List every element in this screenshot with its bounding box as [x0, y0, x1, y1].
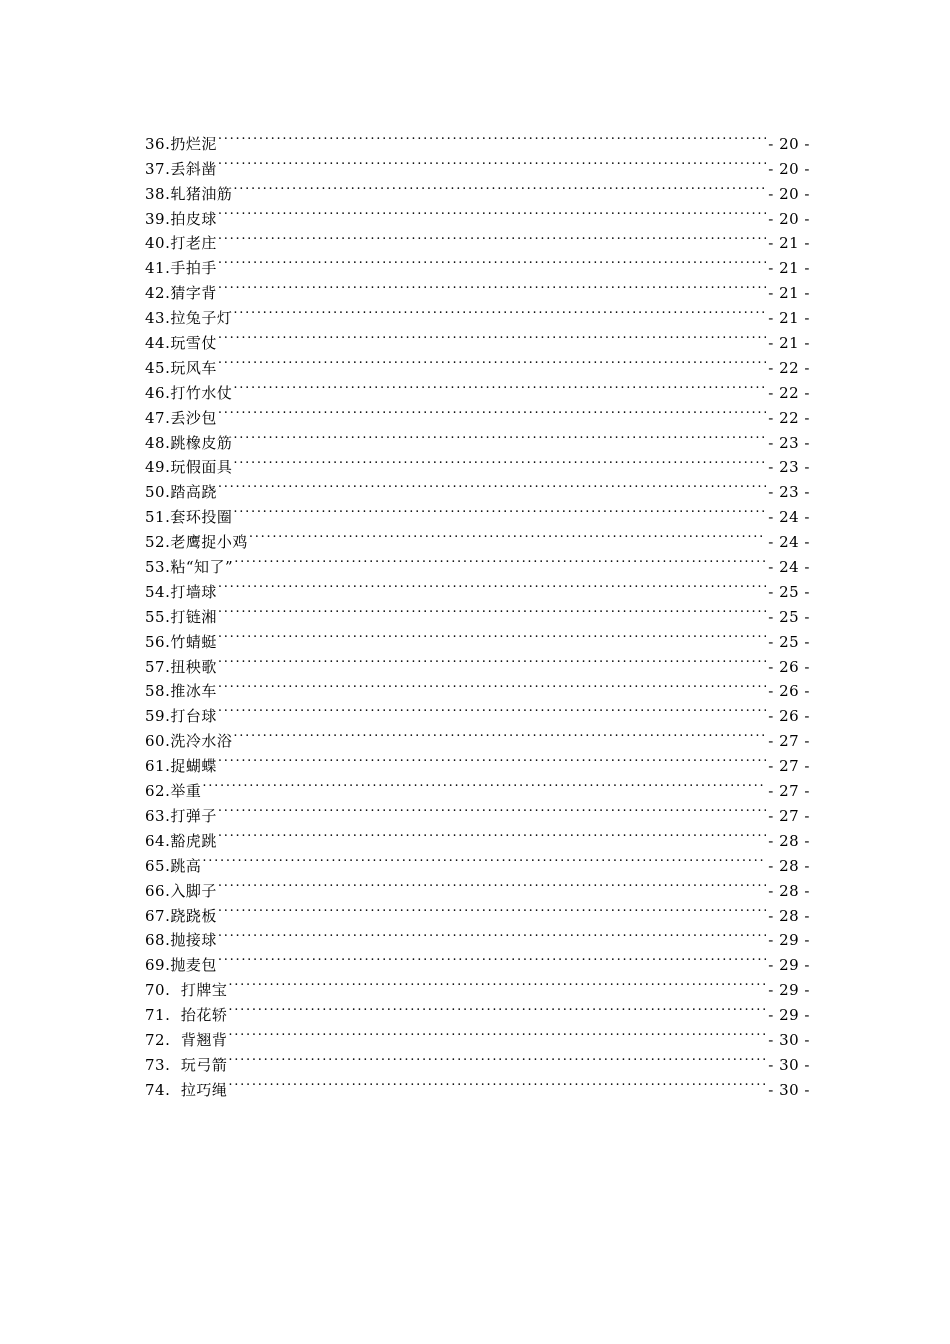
- toc-entry-title: 59.打台球: [145, 707, 217, 726]
- toc-entry[interactable]: [145, 945, 810, 975]
- toc-dot-leader: [217, 398, 766, 423]
- toc-dot-leader: [217, 796, 766, 821]
- toc-entry-title: 62.举重: [145, 782, 202, 801]
- toc-entry[interactable]: [145, 348, 810, 377]
- toc-entry-title: 69.抛麦包: [145, 956, 217, 975]
- toc-entry[interactable]: [145, 647, 810, 676]
- toc-entry-title: 71. 抬花轿: [145, 1006, 228, 1025]
- toc-entry-title: 39.拍皮球: [145, 209, 217, 228]
- toc-entry-page-number: - 24 -: [768, 508, 810, 527]
- toc-entry-title: 74. 拉巧绳: [145, 1080, 228, 1099]
- toc-entry-page-number: - 23 -: [768, 483, 810, 502]
- toc-dot-leader: [217, 945, 766, 970]
- toc-entry[interactable]: [145, 746, 810, 776]
- toc-entry-title: 72. 背翘背: [145, 1030, 228, 1049]
- toc-entry[interactable]: [145, 721, 810, 751]
- toc-entry-title: 55.打链湘: [145, 607, 217, 626]
- toc-dot-leader: [217, 821, 766, 846]
- toc-entry-title: 60.洗冷水浴: [145, 732, 233, 751]
- toc-entry[interactable]: [145, 622, 810, 651]
- toc-entry-page-number: - 28 -: [768, 856, 810, 875]
- toc-entry-title: 51.套环投圈: [145, 508, 233, 527]
- toc-entry-page-number: - 29 -: [768, 981, 810, 1000]
- toc-entry[interactable]: [145, 821, 810, 850]
- toc-entry-title: 46.打竹水仗: [145, 383, 233, 402]
- toc-dot-leader: [227, 1045, 766, 1070]
- toc-entry[interactable]: [145, 871, 810, 900]
- toc-entry[interactable]: [145, 273, 810, 303]
- toc-entry-page-number: - 25 -: [768, 632, 810, 651]
- toc-entry[interactable]: [145, 547, 810, 577]
- toc-dot-leader: [227, 1020, 766, 1045]
- toc-entry-page-number: - 22 -: [768, 408, 810, 427]
- toc-entry[interactable]: [145, 373, 810, 402]
- toc-entry-title: 70. 打牌宝: [145, 981, 228, 1000]
- toc-dot-leader: [232, 423, 766, 448]
- toc-entry-title: 66.入脚子: [145, 881, 217, 900]
- toc-dot-leader: [232, 448, 766, 473]
- toc-entry-title: 47.丢沙包: [145, 408, 217, 427]
- toc-entry-page-number: - 30 -: [768, 1030, 810, 1049]
- toc-entry-page-number: - 27 -: [768, 732, 810, 751]
- toc-dot-leader: [227, 995, 766, 1020]
- toc-dot-leader: [232, 497, 766, 522]
- toc-entry[interactable]: [145, 124, 810, 153]
- toc-entry-title: 38.轧猪油筋: [145, 184, 233, 203]
- toc-dot-leader: [217, 149, 766, 174]
- toc-entry[interactable]: [145, 323, 810, 353]
- toc-entry-page-number: - 26 -: [768, 707, 810, 726]
- toc-entry-page-number: - 23 -: [768, 458, 810, 477]
- toc-entry-title: 49.玩假面具: [145, 458, 233, 477]
- toc-dot-leader: [217, 871, 766, 896]
- toc-entry-page-number: - 22 -: [768, 383, 810, 402]
- toc-entry-title: 43.拉兔子灯: [145, 309, 233, 328]
- toc-entry-page-number: - 30 -: [768, 1055, 810, 1074]
- toc-entry-page-number: - 21 -: [768, 284, 810, 303]
- toc-dot-leader: [217, 597, 766, 622]
- toc-dot-leader: [232, 373, 766, 398]
- toc-entry-title: 57.扭秧歌: [145, 657, 217, 676]
- toc-entry[interactable]: [145, 448, 810, 477]
- toc-entry-page-number: - 21 -: [768, 334, 810, 353]
- toc-entry-page-number: - 21 -: [768, 234, 810, 253]
- toc-dot-leader: [217, 199, 766, 224]
- toc-entry-title: 45.玩风车: [145, 358, 217, 377]
- toc-entry-page-number: - 27 -: [768, 757, 810, 776]
- toc-entry-title: 54.打墙球: [145, 582, 217, 601]
- toc-dot-leader: [217, 273, 766, 298]
- toc-dot-leader: [201, 771, 766, 796]
- toc-dot-leader: [227, 1070, 766, 1095]
- toc-entry-title: 56.竹蜻蜓: [145, 632, 217, 651]
- toc-entry-title: 48.跳橡皮筋: [145, 433, 233, 452]
- toc-entry-page-number: - 21 -: [768, 259, 810, 278]
- toc-dot-leader: [217, 224, 766, 249]
- toc-entry-title: 50.踏高跷: [145, 483, 217, 502]
- toc-entry[interactable]: [145, 771, 810, 801]
- toc-entry-page-number: - 29 -: [768, 931, 810, 950]
- toc-dot-leader: [248, 522, 766, 547]
- toc-entry[interactable]: [145, 497, 810, 527]
- toc-entry[interactable]: [145, 995, 810, 1025]
- toc-entry-page-number: - 28 -: [768, 831, 810, 850]
- toc-entry-title: 64.豁虎跳: [145, 831, 217, 850]
- toc-entry[interactable]: [145, 896, 810, 925]
- toc-dot-leader: [217, 647, 766, 672]
- toc-entry[interactable]: [145, 597, 810, 626]
- toc-dot-leader: [217, 348, 766, 373]
- toc-entry[interactable]: [145, 1070, 810, 1099]
- toc-entry[interactable]: [145, 472, 810, 502]
- toc-entry[interactable]: [145, 522, 810, 552]
- toc-dot-leader: [232, 721, 766, 746]
- toc-entry-title: 44.玩雪仗: [145, 334, 217, 353]
- toc-entry[interactable]: [145, 846, 810, 875]
- toc-entry[interactable]: [145, 149, 810, 178]
- toc-dot-leader: [217, 124, 766, 149]
- toc-entry-title: 36.扔烂泥: [145, 134, 217, 153]
- toc-entry-page-number: - 21 -: [768, 309, 810, 328]
- toc-entry-title: 42.猜字背: [145, 284, 217, 303]
- toc-entry-page-number: - 29 -: [768, 1006, 810, 1025]
- toc-entry-page-number: - 26 -: [768, 657, 810, 676]
- table-of-contents: [145, 124, 810, 1099]
- toc-dot-leader: [217, 622, 766, 647]
- toc-entry-title: 37.丢斜凿: [145, 159, 217, 178]
- toc-dot-leader: [217, 672, 766, 697]
- toc-entry[interactable]: [145, 1045, 810, 1074]
- toc-dot-leader: [217, 572, 766, 597]
- toc-entry-page-number: - 20 -: [768, 184, 810, 203]
- toc-entry-title: 58.推冰车: [145, 682, 217, 701]
- toc-dot-leader: [217, 472, 766, 497]
- toc-entry-title: 65.跳高: [145, 856, 202, 875]
- toc-entry-page-number: - 28 -: [768, 906, 810, 925]
- toc-entry[interactable]: [145, 796, 810, 825]
- toc-entry-title: 67.跷跷板: [145, 906, 217, 925]
- toc-entry[interactable]: [145, 174, 810, 203]
- toc-entry-page-number: - 24 -: [768, 533, 810, 552]
- toc-dot-leader: [217, 696, 766, 721]
- toc-entry[interactable]: [145, 199, 810, 228]
- toc-entry-title: 52.老鹰捉小鸡: [145, 533, 248, 552]
- toc-entry-page-number: - 29 -: [768, 956, 810, 975]
- toc-dot-leader: [232, 174, 766, 199]
- toc-dot-leader: [217, 921, 766, 946]
- toc-entry[interactable]: [145, 423, 810, 452]
- toc-entry-title: 63.打弹子: [145, 806, 217, 825]
- toc-entry-page-number: - 25 -: [768, 582, 810, 601]
- toc-dot-leader: [217, 323, 766, 348]
- toc-entry[interactable]: [145, 248, 810, 278]
- toc-entry[interactable]: [145, 298, 810, 328]
- toc-entry-page-number: - 26 -: [768, 682, 810, 701]
- toc-entry[interactable]: [145, 224, 810, 253]
- toc-entry-page-number: - 27 -: [768, 782, 810, 801]
- toc-entry-page-number: - 22 -: [768, 358, 810, 377]
- toc-entry[interactable]: [145, 921, 810, 950]
- toc-entry-title: 41.手拍手: [145, 259, 217, 278]
- toc-dot-leader: [227, 970, 766, 995]
- toc-dot-leader: [217, 746, 766, 771]
- toc-entry-page-number: - 20 -: [768, 159, 810, 178]
- toc-entry-title: 40.打老庄: [145, 234, 217, 253]
- toc-entry[interactable]: [145, 970, 810, 1000]
- toc-entry[interactable]: [145, 398, 810, 427]
- toc-entry-title: 73. 玩弓箭: [145, 1055, 228, 1074]
- toc-entry[interactable]: [145, 696, 810, 726]
- toc-entry-page-number: - 20 -: [768, 209, 810, 228]
- toc-dot-leader: [217, 896, 766, 921]
- toc-entry-page-number: - 30 -: [768, 1080, 810, 1099]
- toc-dot-leader: [233, 547, 766, 572]
- toc-entry-page-number: - 27 -: [768, 806, 810, 825]
- toc-entry-page-number: - 20 -: [768, 134, 810, 153]
- toc-entry-page-number: - 24 -: [768, 558, 810, 577]
- toc-entry-page-number: - 28 -: [768, 881, 810, 900]
- toc-dot-leader: [217, 248, 766, 273]
- toc-entry-title: 61.捉蝴蝶: [145, 757, 217, 776]
- toc-entry-title: 53.粘“知了”: [145, 558, 234, 577]
- toc-entry[interactable]: [145, 1020, 810, 1049]
- toc-entry-page-number: - 25 -: [768, 607, 810, 626]
- toc-entry-title: 68.抛接球: [145, 931, 217, 950]
- toc-dot-leader: [232, 298, 766, 323]
- toc-entry[interactable]: [145, 672, 810, 701]
- toc-entry-page-number: - 23 -: [768, 433, 810, 452]
- toc-dot-leader: [201, 846, 766, 871]
- toc-entry[interactable]: [145, 572, 810, 601]
